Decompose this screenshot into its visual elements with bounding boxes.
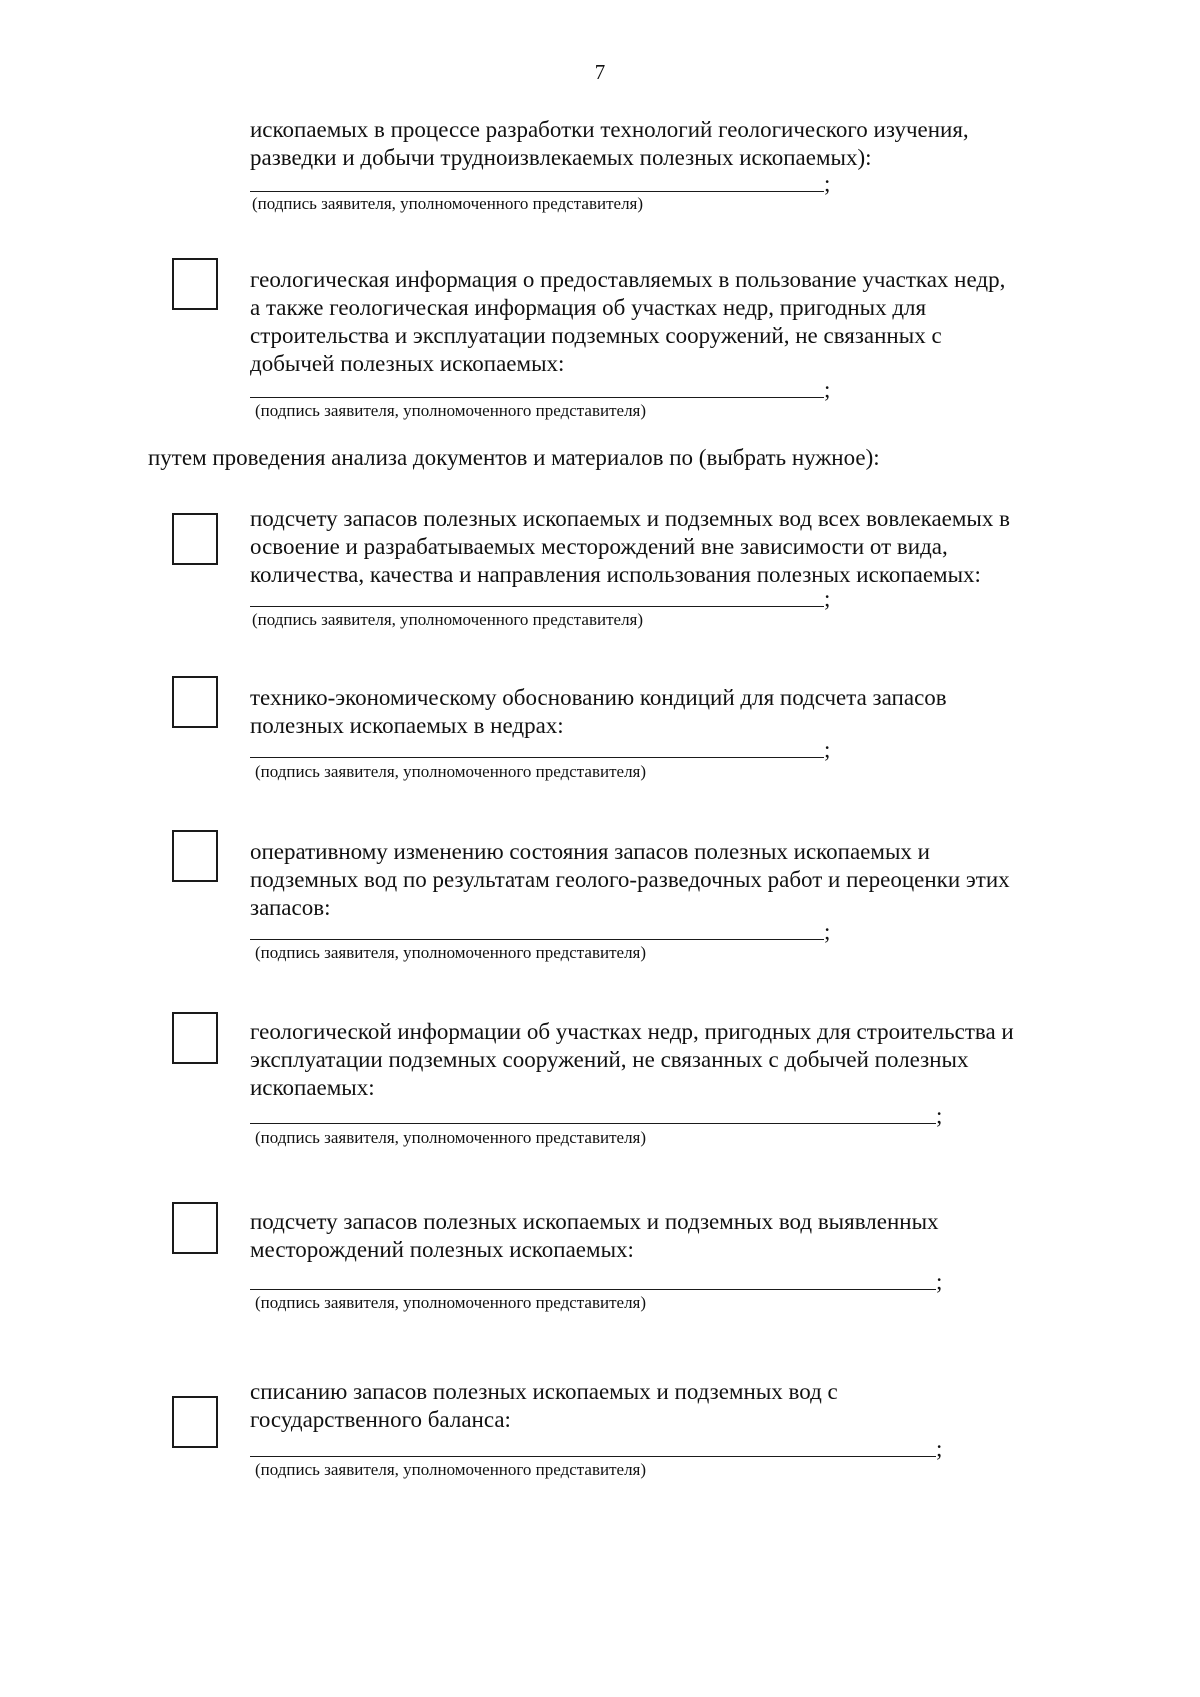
option-checkbox[interactable] [172, 258, 218, 310]
signature-caption: (подпись заявителя, уполномоченного представителя) [255, 1460, 647, 1479]
text-line: оперативному изменению состояния запасов полезных ископаемых и [250, 839, 930, 864]
text-line: списанию запасов полезных ископаемых и подземных вод с [250, 1379, 838, 1404]
option-checkbox[interactable] [172, 513, 218, 565]
text-line: количества, качества и направления использования полезных ископаемых: [250, 562, 981, 587]
text-line: строительства и эксплуатации подземных сооружений, не связанных с [250, 323, 942, 348]
semicolon: ; [824, 737, 831, 762]
signature-caption: (подпись заявителя, уполномоченного представителя) [252, 194, 644, 213]
text-line: геологической информации об участках недр, пригодных для строительства и [250, 1019, 1014, 1044]
signature-caption: (подпись заявителя, уполномоченного представителя) [255, 1128, 647, 1147]
text-line: запасов: [250, 895, 331, 920]
option-checkbox[interactable] [172, 1396, 218, 1448]
signature-caption: (подпись заявителя, уполномоченного представителя) [255, 1293, 647, 1312]
text-line: государственного баланса: [250, 1407, 511, 1432]
text-line: эксплуатации подземных сооружений, не связанных с добычей полезных [250, 1047, 969, 1072]
text-line: геологическая информация о предоставляемых в пользование участках недр, [250, 267, 1006, 292]
signature-line[interactable] [250, 397, 824, 398]
section-intro: путем проведения анализа документов и материалов по (выбрать нужное): [148, 445, 880, 470]
semicolon: ; [936, 1269, 943, 1294]
text-line: подсчету запасов полезных ископаемых и подземных вод всех вовлекаемых в [250, 506, 1010, 531]
text-line: подсчету запасов полезных ископаемых и подземных вод выявленных [250, 1209, 939, 1234]
signature-line[interactable] [250, 1456, 936, 1457]
option-checkbox[interactable] [172, 676, 218, 728]
semicolon: ; [824, 919, 831, 944]
signature-caption: (подпись заявителя, уполномоченного представителя) [252, 610, 644, 629]
semicolon: ; [824, 171, 831, 196]
text-line: ископаемых в процессе разработки технологий геологического изучения, [250, 117, 969, 142]
signature-caption: (подпись заявителя, уполномоченного представителя) [255, 943, 647, 962]
text-line: разведки и добычи трудноизвлекаемых полезных ископаемых): [250, 145, 872, 170]
signature-line[interactable] [250, 606, 824, 607]
page-number: 7 [594, 60, 606, 84]
text-line: ископаемых: [250, 1075, 375, 1100]
signature-line[interactable] [250, 757, 824, 758]
semicolon: ; [824, 377, 831, 402]
option-checkbox[interactable] [172, 1012, 218, 1064]
text-line: подземных вод по результатам геолого-разведочных работ и переоценки этих [250, 867, 1010, 892]
signature-line[interactable] [250, 1289, 936, 1290]
text-line: месторождений полезных ископаемых: [250, 1237, 634, 1262]
signature-caption: (подпись заявителя, уполномоченного представителя) [255, 401, 647, 420]
option-checkbox[interactable] [172, 1202, 218, 1254]
signature-line[interactable] [250, 1123, 936, 1124]
semicolon: ; [824, 586, 831, 611]
text-line: освоение и разрабатываемых месторождений вне зависимости от вида, [250, 534, 948, 559]
semicolon: ; [936, 1436, 943, 1461]
signature-line[interactable] [250, 939, 824, 940]
option-checkbox[interactable] [172, 830, 218, 882]
signature-line[interactable] [250, 191, 824, 192]
semicolon: ; [936, 1103, 943, 1128]
text-line: добычей полезных ископаемых: [250, 351, 565, 376]
text-line: полезных ископаемых в недрах: [250, 713, 564, 738]
text-line: а также геологическая информация об участках недр, пригодных для [250, 295, 927, 320]
signature-caption: (подпись заявителя, уполномоченного представителя) [255, 762, 647, 781]
text-line: технико-экономическому обоснованию кондиций для подсчета запасов [250, 685, 947, 710]
